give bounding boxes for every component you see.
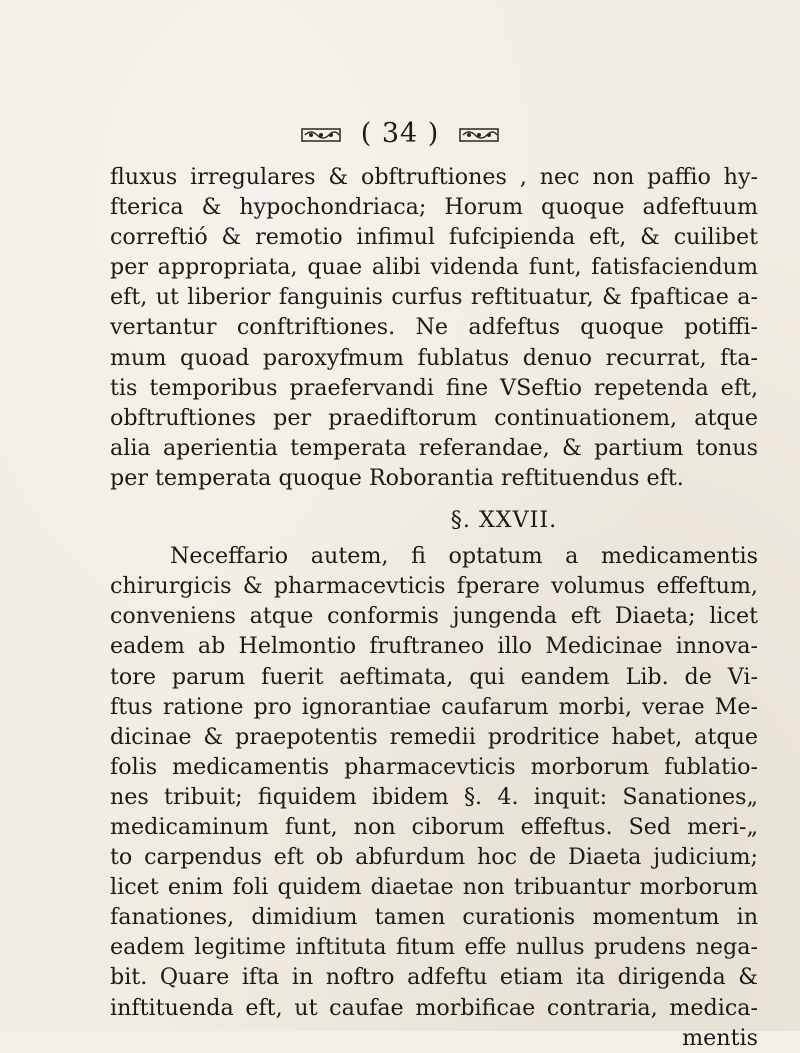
text-line: chirurgicis & pharmacevticis fperare volumus effeftum, — [110, 573, 758, 600]
text-line: eadem legitime inftituta fitum effe nullus prudens nega- — [110, 934, 758, 961]
right-ornament-icon — [459, 127, 499, 143]
left-ornament-icon — [301, 127, 341, 143]
text-line: ftus ratione pro ignorantiae caufarum morbi, verae Me- — [110, 693, 758, 720]
page-number: ( 34 ) — [360, 118, 440, 149]
text-line: licet enim foli quidem diaetae non tribuantur morborum — [110, 874, 758, 901]
text-line: to carpendus eft ob abfurdum hoc de Diaeta judicium; — [110, 844, 758, 871]
text-line: medicaminum funt, non ciborum effeftus. Sed meri-„ — [110, 813, 758, 840]
text-line: eft, ut liberior fanguinis curfus reftituatur, & fpafticae a- — [110, 284, 758, 311]
text-line: eadem ab Helmontio fruftraneo illo Medicinae innova- — [110, 633, 758, 660]
text-line: fluxus irregulares & obftruftiones , nec non paffio hy- — [110, 164, 758, 190]
text-line: mum quoad paroxyfmum fublatus denuo recurrat, fta- — [110, 344, 758, 371]
section-title: §. XXVII. — [450, 507, 558, 534]
text-line: fterica & hypochondriaca; Horum quoque adfeftuum — [110, 194, 758, 221]
text-line: vertantur conftriftiones. Ne adfeftus quoque potiffi- — [110, 314, 758, 341]
text-line: dicinae & praepotentis remedii prodritice habet, atque — [110, 723, 758, 750]
page-header — [0, 118, 800, 149]
text-line: tis temporibus praefervandi fine VSeftio repetenda eft, — [110, 374, 758, 401]
text-line: obftruftiones per praediftorum continuationem, atque — [110, 404, 758, 431]
text-line: per temperata quoque Roborantia reftituendus eft. — [110, 464, 684, 491]
text-line: inftituenda eft, ut caufae morbificae contraria, medica- — [110, 994, 758, 1021]
text-line: alia aperientia temperata referandae, & partium tonus — [110, 434, 758, 461]
text-line: nes tribuit; fiquidem ibidem §. 4. inquit: Sanationes„ — [110, 783, 758, 810]
text-line: per appropriata, quae alibi videnda funt, fatisfaciendum — [110, 254, 758, 281]
text-line: conveniens atque conformis jungenda eft Diaeta; licet — [110, 603, 758, 630]
text-line: tore parum fuerit aeftimata, qui eandem Lib. de Vi- — [110, 663, 758, 690]
catchword: mentis — [682, 1024, 758, 1051]
text-line: bit. Quare ifta in noftro adfeftu etiam ita dirigenda & — [110, 964, 758, 991]
text-line: folis medicamentis pharmacevticis morborum fublatio- — [110, 753, 758, 780]
body-text — [110, 162, 758, 1053]
text-line: fanationes, dimidium tamen curationis momentum in — [110, 904, 758, 931]
text-line: Neceffario autem, fi optatum a medicamentis — [170, 543, 758, 570]
text-line: correftió & remotio infimul fufcipienda eft, & cuilibet — [110, 224, 758, 251]
